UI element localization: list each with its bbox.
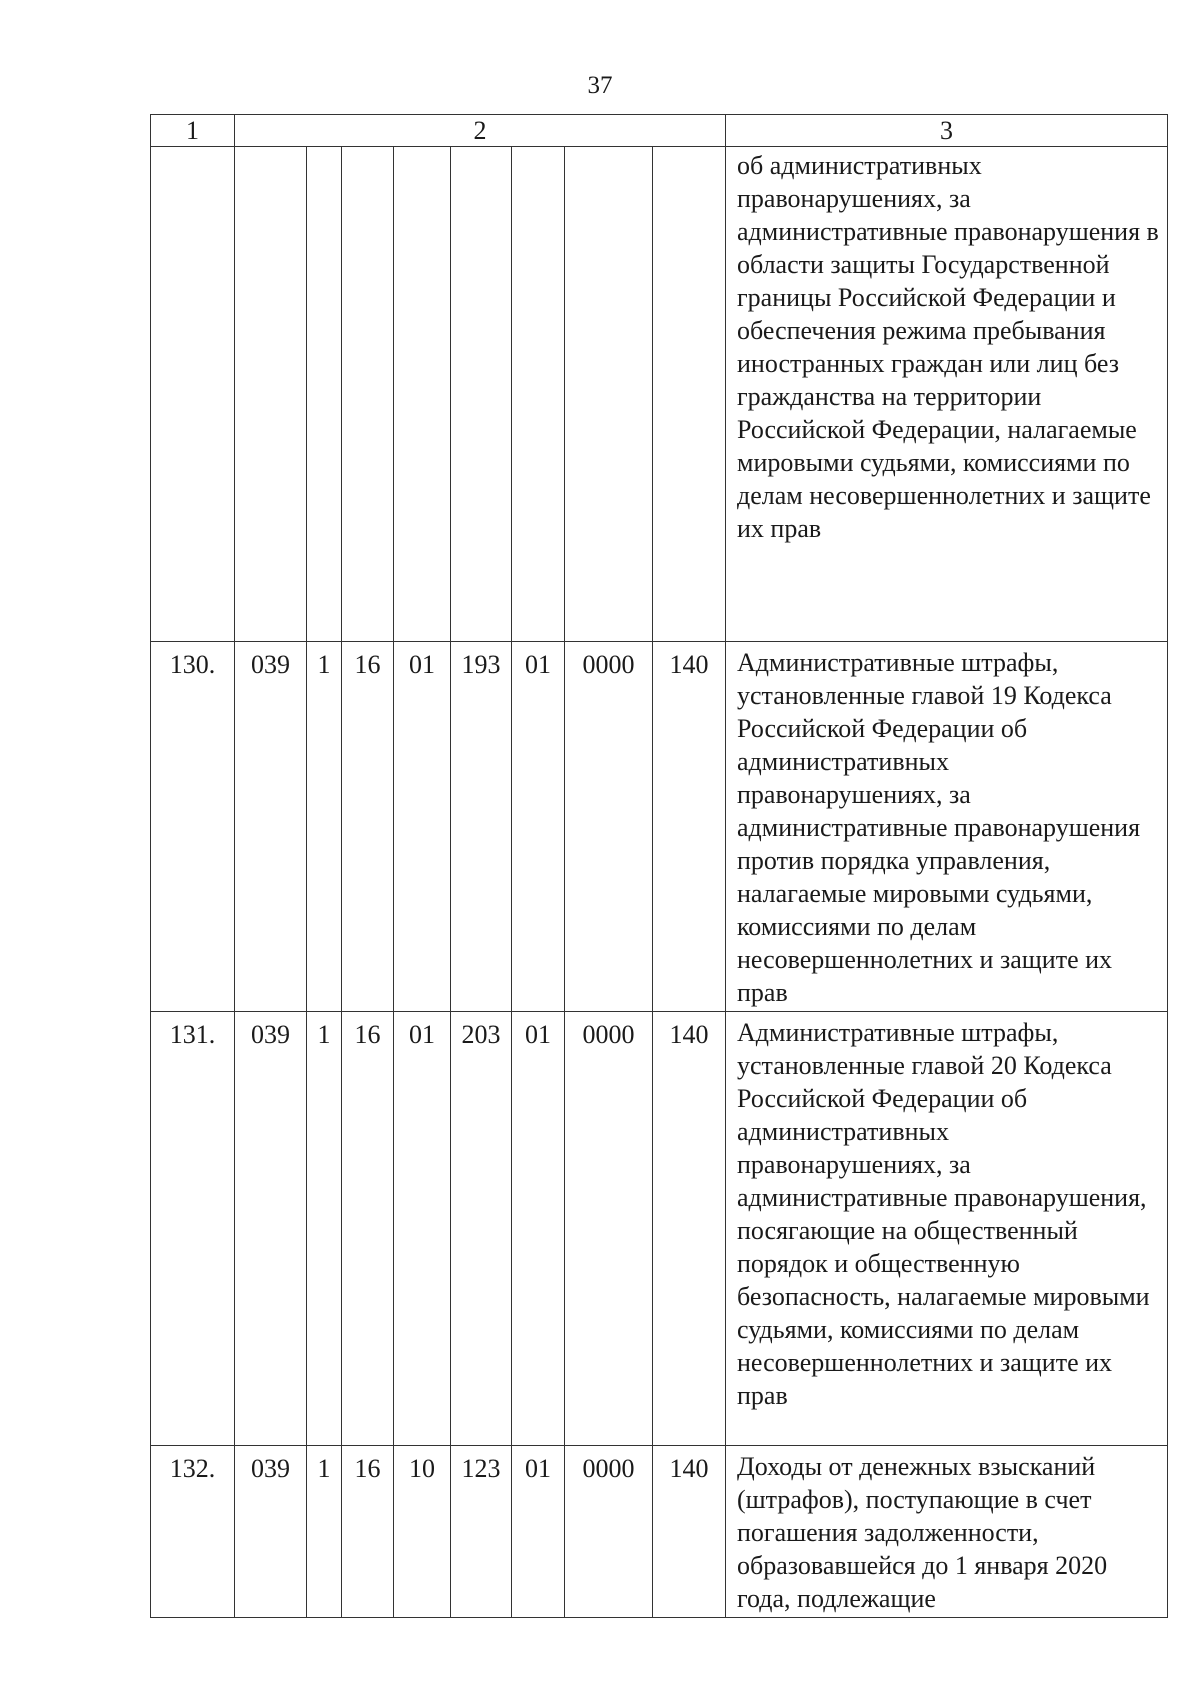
row-description: Доходы от денежных взысканий (штрафов), поступающие в счет погашения задолженности, образовавшейся до 1 января 2020 года, подлежащие	[726, 1446, 1168, 1618]
code-economic: 140	[653, 642, 726, 1012]
row-description: Административные штрафы, установленные главой 20 Кодекса Российской Федерации об административных правонарушениях, за административные правонарушения, посягающие на общественный порядок и общественную безопасность, налагаемые мировыми судьями, комиссиями по делам несовершеннолетних и защите их прав	[726, 1012, 1168, 1446]
code-subarticle: 193	[451, 642, 512, 1012]
code-subarticle: 123	[451, 1446, 512, 1618]
code-admin: 039	[235, 1012, 307, 1446]
code-program	[565, 147, 653, 642]
code-subarticle: 203	[451, 1012, 512, 1446]
code-program: 0000	[565, 1446, 653, 1618]
row-number: 131.	[151, 1012, 235, 1446]
code-program: 0000	[565, 642, 653, 1012]
code-admin	[235, 147, 307, 642]
table-row	[151, 147, 1168, 642]
code-element	[512, 147, 565, 642]
row-number: 130.	[151, 642, 235, 1012]
code-article: 10	[394, 1446, 451, 1618]
code-economic: 140	[653, 1012, 726, 1446]
code-admin: 039	[235, 642, 307, 1012]
header-col-2: 2	[235, 115, 726, 147]
code-economic	[653, 147, 726, 642]
code-element: 01	[512, 1446, 565, 1618]
code-program: 0000	[565, 1012, 653, 1446]
code-article: 01	[394, 642, 451, 1012]
header-col-3: 3	[726, 115, 1168, 147]
header-col-1: 1	[151, 115, 235, 147]
code-admin: 039	[235, 1446, 307, 1618]
code-economic: 140	[653, 1446, 726, 1618]
table-row	[151, 1446, 1168, 1618]
code-subarticle	[451, 147, 512, 642]
code-subgroup	[342, 147, 394, 642]
row-description: об административных правонарушениях, за административные правонарушения в области защиты Государственной границы Российской Федерации и обеспечения режима пребывания иностранных граждан или лиц без гражданства на территории Российской Федерации, налагаемые мировыми судьями, комиссиями по делам несовершеннолетних и защите их прав	[726, 147, 1168, 642]
code-element: 01	[512, 642, 565, 1012]
code-element: 01	[512, 1012, 565, 1446]
code-article	[394, 147, 451, 642]
table-row	[151, 1012, 1168, 1446]
row-number: 132.	[151, 1446, 235, 1618]
code-subgroup: 16	[342, 1446, 394, 1618]
row-number	[151, 147, 235, 642]
page-number: 37	[587, 72, 613, 99]
code-article: 01	[394, 1012, 451, 1446]
code-group: 1	[307, 1446, 342, 1618]
table-header-row	[151, 115, 1168, 147]
code-group	[307, 147, 342, 642]
code-subgroup: 16	[342, 642, 394, 1012]
code-subgroup: 16	[342, 1012, 394, 1446]
code-group: 1	[307, 642, 342, 1012]
budget-classification-table	[150, 114, 1168, 1618]
table-row	[151, 642, 1168, 1012]
row-description: Административные штрафы, установленные главой 19 Кодекса Российской Федерации об административных правонарушениях, за административные правонарушения против порядка управления, налагаемые мировыми судьями, комиссиями по делам несовершеннолетних и защите их прав	[726, 642, 1168, 1012]
code-group: 1	[307, 1012, 342, 1446]
